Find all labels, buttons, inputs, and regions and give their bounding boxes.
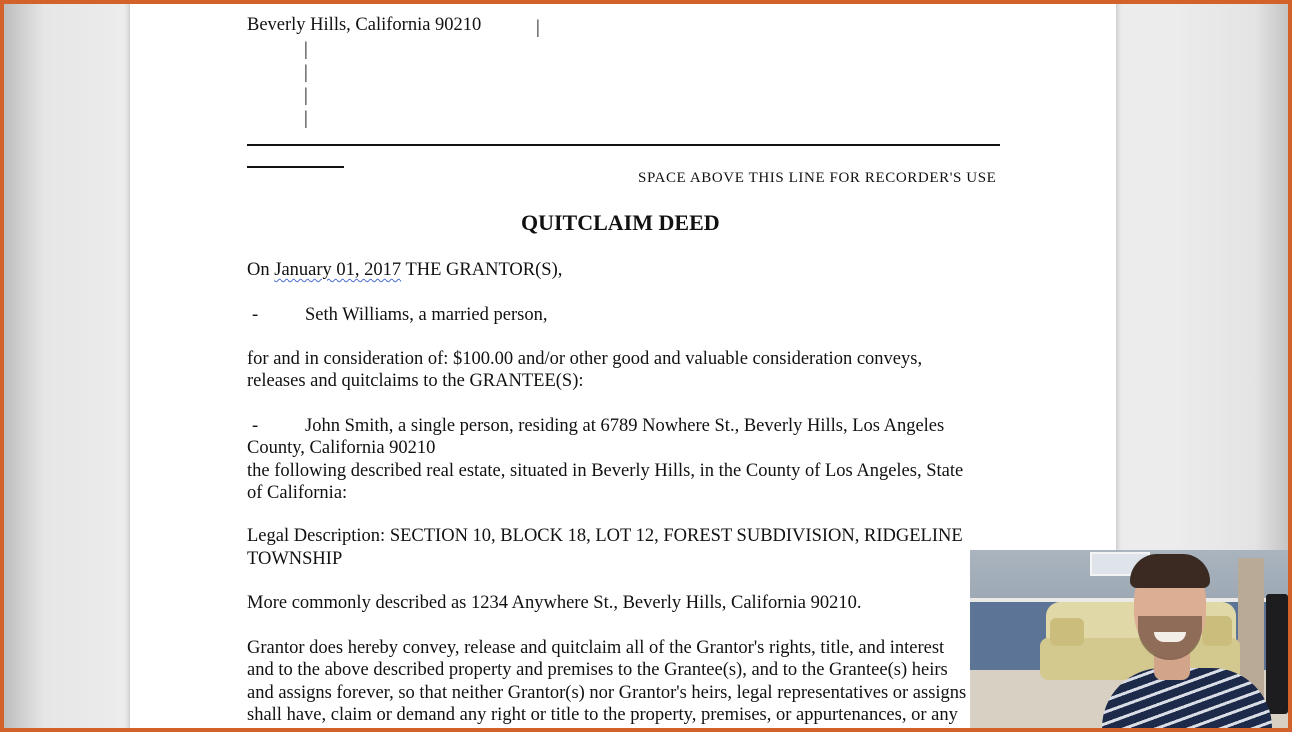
bullet-dash: - (252, 416, 259, 436)
grantee-line-2: County, California 90210 (247, 438, 436, 458)
table-border-mark: | (304, 39, 308, 60)
grantee-line-1: John Smith, a single person, residing at 6789 Nowhere St., Beverly Hills, Los Angeles (305, 416, 945, 436)
intro-date: January 01, 2017 (274, 260, 402, 280)
estate-line-1: the following described real estate, situated in Beverly Hills, in the County of Los Angeles, State (247, 461, 964, 481)
recorder-note: SPACE ABOVE THIS LINE FOR RECORDER'S USE (638, 170, 997, 186)
document-page[interactable] (130, 0, 1116, 732)
table-border-mark: | (536, 17, 540, 38)
consideration-line-1: for and in consideration of: $100.00 and/or other good and valuable consideration conveys, (247, 349, 923, 369)
legal-description-line-2: TOWNSHIP (247, 549, 343, 569)
convey-line-2: and to the above described property and premises to the Grantee(s), and to the Grantee(s) heirs (247, 660, 948, 680)
convey-line-1: Grantor does hereby convey, release and quitclaim all of the Grantor's rights, title, and interest (247, 638, 945, 658)
convey-line-3: and assigns forever, so that neither Grantor(s) nor Grantor's heirs, legal representatives or assigns (247, 683, 967, 703)
address-line: Beverly Hills, California 90210 (247, 15, 482, 35)
convey-line-4: shall have, claim or demand any right or title to the property, premises, or appurtenances, or any (247, 705, 958, 725)
legal-description-line-1: Legal Description: SECTION 10, BLOCK 18, LOT 12, FOREST SUBDIVISION, RIDGELINE (247, 526, 963, 546)
short-divider (247, 166, 344, 168)
document-title: QUITCLAIM DEED (521, 210, 720, 235)
bullet-dash: - (252, 305, 259, 325)
table-border-mark: | (304, 108, 308, 129)
table-border-mark: | (304, 62, 308, 83)
recorder-divider (247, 144, 1000, 146)
speaker (1266, 594, 1288, 714)
common-description: More commonly described as 1234 Anywhere St., Beverly Hills, California 90210. (247, 593, 862, 613)
estate-line-2: of California: (247, 483, 348, 503)
consideration-line-2: releases and quitclaims to the GRANTEE(S): (247, 371, 584, 391)
webcam-overlay (970, 550, 1292, 732)
intro-paragraph: On January 01, 2017 THE GRANTOR(S), (247, 260, 563, 280)
table-border-mark: | (304, 85, 308, 106)
grantor-name: Seth Williams, a married person, (305, 305, 548, 325)
